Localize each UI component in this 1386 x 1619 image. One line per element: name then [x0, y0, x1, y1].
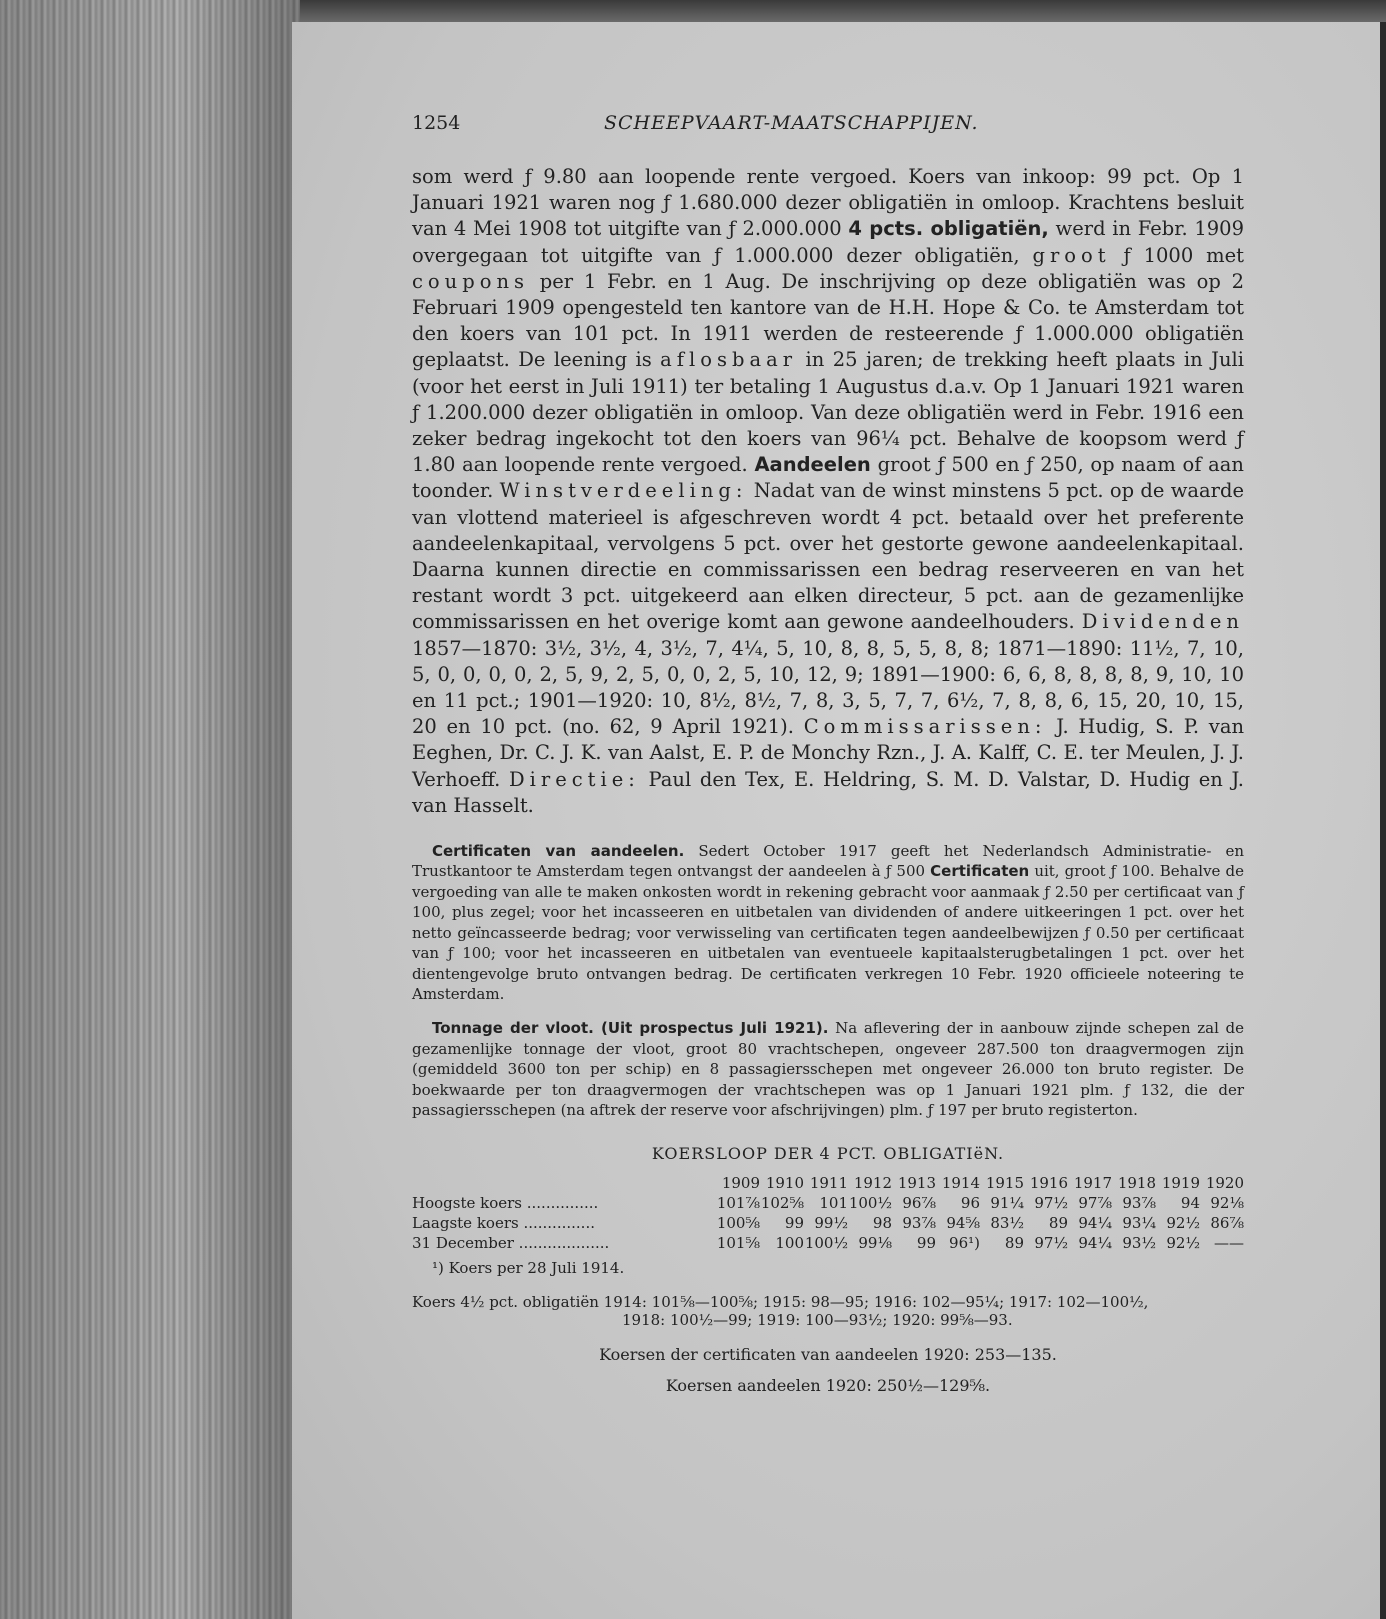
koers-table	[412, 1173, 1244, 1253]
table-cell: 96	[960, 1194, 980, 1213]
year-header: 1909	[721, 1174, 760, 1193]
book-page	[292, 22, 1380, 1619]
table-cell: 93½	[1122, 1234, 1156, 1253]
table-cell: 92⅛	[1210, 1194, 1244, 1213]
year-header: 1915	[985, 1174, 1024, 1193]
table-cell: 89	[1048, 1214, 1068, 1233]
table-cell: 91¼	[990, 1194, 1024, 1213]
table-row	[412, 1233, 1244, 1253]
table-cell: 89	[1004, 1234, 1024, 1253]
table-cell: 93⅞	[902, 1214, 936, 1233]
table-row	[412, 1213, 1244, 1233]
table-cell: 100½	[804, 1234, 848, 1253]
table-cell: 94¼	[1078, 1234, 1112, 1253]
table-cell: 101⅝	[716, 1234, 760, 1253]
year-header: 1918	[1117, 1174, 1156, 1193]
table-cell: 94⅝	[946, 1214, 980, 1233]
table-cell: 102⅝	[760, 1194, 804, 1213]
row-label: 31 December ...................	[412, 1234, 610, 1253]
table-cell: 94	[1180, 1194, 1200, 1213]
year-header: 1917	[1073, 1174, 1112, 1193]
bold-heading-obligatien: 4 pcts. obligatiën,	[848, 217, 1049, 241]
row-label: Laagste koers ...............	[412, 1214, 595, 1233]
table-footnote: ¹) Koers per 28 Juli 1914.	[432, 1259, 625, 1278]
table-cell: 96¹)	[949, 1234, 980, 1253]
running-title: SCHEEPVAART-MAATSCHAPPIJEN.	[604, 112, 979, 134]
year-header: 1914	[941, 1174, 980, 1193]
aandeelen-koersen: Koersen aandeelen 1920: 250½—129⅝.	[665, 1376, 991, 1396]
certificaten-koersen: Koersen der certificaten van aandeelen 1920: 253—135.	[599, 1345, 1057, 1365]
tonnage-paragraph: Tonnage der vloot. (Uit prospectus Juli 1921). Na aflevering der in aanbouw zijnde schepen zal de gezamenlijke tonnage der vloot, groot 80 vrachtschepen, ongeveer 287.500 ton draagvermogen zijn (gemiddeld 3600 ton per schip) en 8 passagiersschepen met ongeveer 26.000 ton bruto register. De boekwaarde per ton draagvermogen der vrachtschepen was op 1 Januari 1921 plm. ƒ 132, die der passagiersschepen (na aftrek der reserve voor afschrijvingen) plm. ƒ 197 per bruto registerton.	[412, 1019, 1245, 1119]
year-header: 1920	[1205, 1174, 1244, 1193]
tonnage-heading: Tonnage der vloot. (Uit prospectus Juli 1921).	[432, 1019, 829, 1038]
obligatien-4half-line1: Koers 4½ pct. obligatiën 1914: 101⅝—100⅝; 1915: 98—95; 1916: 102—95¼; 1917: 102—100½,	[412, 1293, 1149, 1312]
table-cell: 92½	[1166, 1214, 1200, 1233]
page-number: 1254	[412, 112, 461, 134]
table-row	[412, 1193, 1244, 1213]
row-label: Hoogste koers ...............	[412, 1194, 599, 1213]
year-header: 1916	[1029, 1174, 1068, 1193]
table-cell: 92½	[1166, 1234, 1200, 1253]
table-cell: 98	[872, 1214, 892, 1233]
table-cell: 93¼	[1122, 1214, 1156, 1233]
year-header: 1911	[809, 1174, 848, 1193]
tonnage-section	[412, 1018, 1244, 1120]
certificaten-heading: Certificaten van aandeelen.	[432, 842, 685, 861]
page-content	[412, 112, 1244, 1395]
table-cell: 97½	[1034, 1234, 1068, 1253]
table-cell: 99⅛	[858, 1234, 892, 1253]
table-cell: 100½	[848, 1194, 892, 1213]
year-header: 1913	[897, 1174, 936, 1193]
table-cell: 100	[775, 1234, 804, 1253]
table-cell: 97⅞	[1078, 1194, 1112, 1213]
obligatien-4half-koers	[412, 1293, 1244, 1329]
table-cell: 100⅝	[716, 1214, 760, 1233]
main-paragraph-text: som werd ƒ 9.80 aan loopende rente vergoed. Koers van inkoop: 99 pct. Op 1 Januari 1921 waren nog ƒ 1.680.000 dezer obligatiën in omloop. Krachtens besluit van 4 Mei 1908 tot uitgifte van ƒ 2.000.000 4 pcts. obligatiën, werd in Febr. 1909 overgegaan tot uitgifte van ƒ 1.000.000 dezer obligatiën, groot ƒ 1000 met coupons per 1 Febr. en 1 Aug. De inschrijving op deze obligatiën was op 2 Februari 1909 opengesteld ten kantore van de H.H. Hope & Co. te Amsterdam tot den koers van 101 pct. In 1911 werden de resteerende ƒ 1.000.000 obligatiën geplaatst. De leening is aflosbaar in 25 jaren; de trekking heeft plaats in Juli (voor het eerst in Juli 1911) ter betaling 1 Augustus d.a.v. Op 1 Januari 1921 waren ƒ 1.200.000 dezer obligatiën in omloop. Van deze obligatiën werd in Febr. 1916 een zeker bedrag ingekocht tot den koers van 96¼ pct. Behalve de koopsom werd ƒ 1.80 aan loopende rente vergoed. Aandeelen groot ƒ 500 en ƒ 250, op naam of aan toonder. Winstverdeeling: Nadat van de winst minstens 5 pct. op de waarde van vlottend materieel is afgeschreven wordt 4 pct. betaald over het preferente aandeelenkapitaal, vervolgens 5 pct. over het gestorte gewone aandeelenkapitaal. Daarna kunnen directie en commissarissen een bedrag reserveeren en van het restant wordt 3 pct. uitgekeerd aan elken directeur, 5 pct. aan de gezamenlijke commissarissen en het overige komt aan gewone aandeelhouders. Dividenden 1857—1870: 3½, 3½, 4, 3½, 7, 4¼, 5, 10, 8, 8, 5, 5, 8, 8; 1871—1890: 11½, 7, 10, 5, 0, 0, 0, 0, 2, 5, 9, 2, 5, 0, 0, 2, 5, 10, 12, 9; 1891—1900: 6, 6, 8, 8, 8, 8, 9, 10, 10 en 11 pct.; 1901—1920: 10, 8½, 8½, 7, 8, 3, 5, 7, 7, 6½, 7, 8, 8, 6, 15, 20, 10, 15, 20 en 10 pct. (no. 62, 9 April 1921). Commissarissen: J. Hudig, S. P. van Eeghen, Dr. C. J. K. van Aalst, E. P. de Monchy Rzn., J. A. Kalff, C. E. ter Meulen, J. J. Verhoeff. Directie: Paul den Tex, E. Heldring, S. M. D. Valstar, D. Hudig en J. van Hasselt.	[412, 165, 1245, 817]
obligatien-4half-line2: 1918: 100½—99; 1919: 100—93½; 1920: 99⅝—93.	[622, 1311, 1013, 1330]
bold-heading-aandeelen: Aandeelen	[754, 453, 871, 477]
koers-table-title: KOERSLOOP DER 4 PCT. OBLIGATIëN.	[651, 1144, 1005, 1164]
table-cell: 99	[916, 1234, 936, 1253]
table-cell: 99½	[814, 1214, 848, 1233]
table-cell: 83½	[990, 1214, 1024, 1233]
koers-table-header-row	[412, 1173, 1244, 1193]
table-cell: 97½	[1034, 1194, 1068, 1213]
book-edge-shading	[0, 0, 300, 1619]
table-cell: 99	[784, 1214, 804, 1233]
table-cell: 94¼	[1078, 1214, 1112, 1233]
table-cell: 101⅞	[716, 1194, 760, 1213]
year-header: 1912	[853, 1174, 892, 1193]
certificaten-paragraph: Certificaten van aandeelen. Sedert October 1917 geeft het Nederlandsch Administratie- en Trustkantoor te Amsterdam tegen ontvangst der aandeelen à ƒ 500 Certificaten uit, groot ƒ 100. Behalve de vergoeding van alle te maken onkosten wordt in rekening gebracht voor aanmaak ƒ 2.50 per certificaat van ƒ 100, plus zegel; voor het incasseeren en uitbetalen van dividenden of andere uitkeeringen 1 pct. over het netto geïncasseerde bedrag; voor verwisseling van certificaten tegen aandeelbewijzen ƒ 0.50 per certificaat van ƒ 100; voor het incasseeren en uitbetalen van eventueele kapitaalsterugbetalingen 1 pct. over het dientengevolge bruto ontvangen bedrag. De certificaten verkregen 10 Febr. 1920 officieele noteering te Amsterdam.	[412, 842, 1244, 1003]
table-cell: 86⅞	[1210, 1214, 1244, 1233]
page-header	[412, 112, 1244, 146]
table-cell: 101	[819, 1194, 848, 1213]
certificaten-section	[412, 841, 1244, 1004]
koers-table-corner	[412, 1173, 716, 1193]
year-header: 1910	[765, 1174, 804, 1193]
table-cell: ——	[1214, 1234, 1244, 1253]
table-cell: 96⅞	[902, 1194, 936, 1213]
main-paragraph	[412, 164, 1244, 819]
table-cell: 93⅞	[1122, 1194, 1156, 1213]
year-header: 1919	[1161, 1174, 1200, 1193]
